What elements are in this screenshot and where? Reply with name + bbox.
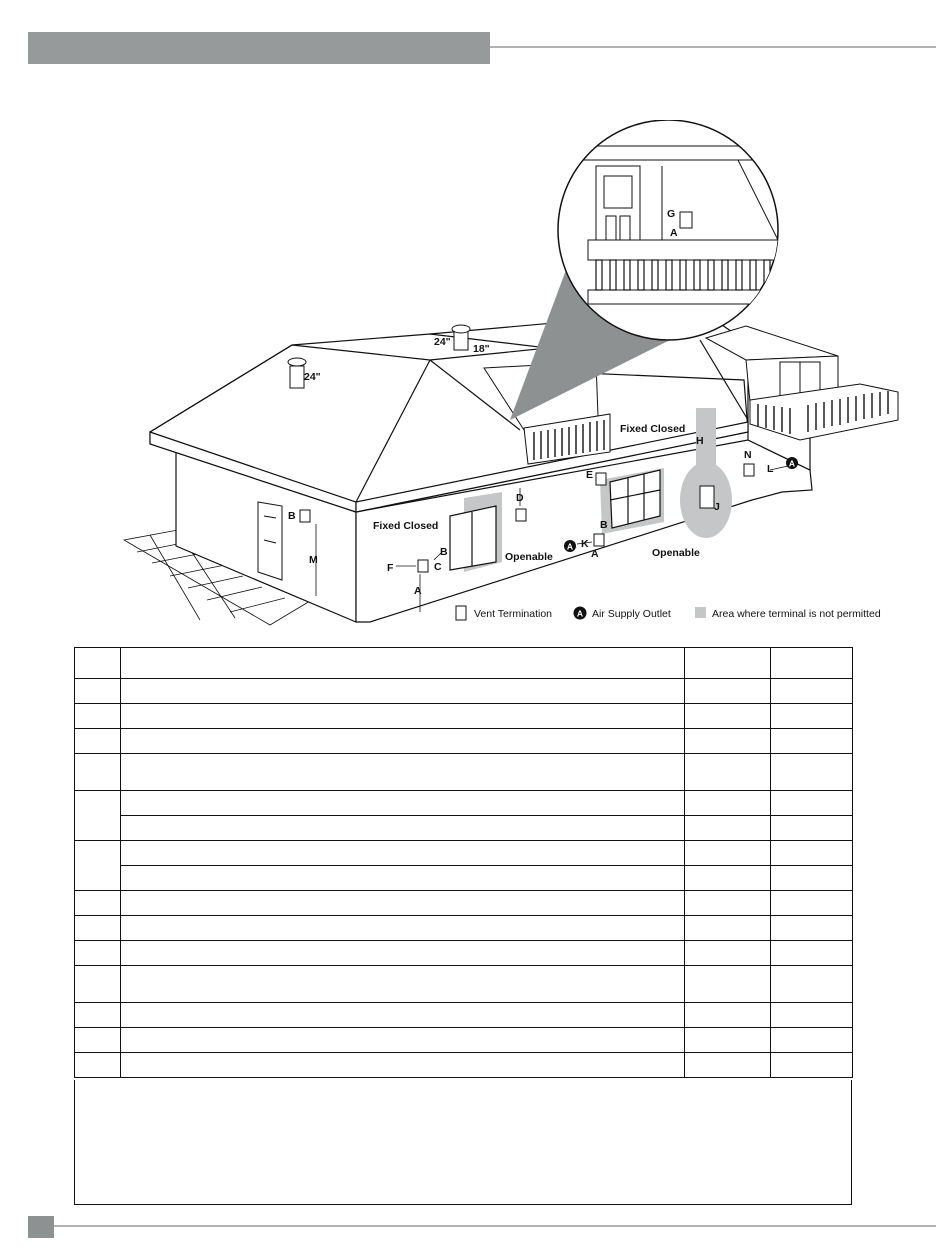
table-cell	[685, 791, 771, 816]
table-cell	[75, 754, 121, 791]
table-cell	[771, 648, 853, 679]
label-f: F	[387, 562, 394, 574]
section-header-bar	[28, 32, 490, 64]
table-cell	[75, 679, 121, 704]
legend-air-supply-outlet: Air Supply Outlet	[592, 608, 671, 620]
table-cell	[771, 1028, 853, 1053]
table-cell	[771, 841, 853, 866]
label-dim-24-left: 24"	[304, 371, 321, 383]
table-row	[75, 966, 853, 1003]
table-row	[75, 754, 853, 791]
label-n: N	[744, 449, 752, 461]
page-number-box	[28, 1216, 54, 1238]
table-cell	[121, 916, 685, 941]
label-openable-1: Openable	[505, 551, 553, 563]
table-cell	[121, 816, 685, 841]
table-cell	[685, 891, 771, 916]
table-cell	[75, 729, 121, 754]
label-b-2: B	[440, 546, 448, 558]
clearance-table	[74, 647, 853, 1078]
table-row	[75, 891, 853, 916]
table-row	[75, 679, 853, 704]
table-cell	[75, 1003, 121, 1028]
table-row	[75, 1053, 853, 1078]
table-cell	[771, 1053, 853, 1078]
table-cell	[75, 1028, 121, 1053]
table-row	[75, 866, 853, 891]
table-row	[75, 816, 853, 841]
table-cell	[685, 754, 771, 791]
table-cell	[121, 891, 685, 916]
table-row	[75, 729, 853, 754]
table-cell	[771, 916, 853, 941]
table-cell	[121, 754, 685, 791]
table-cell	[771, 754, 853, 791]
table-cell	[685, 704, 771, 729]
label-j: J	[714, 501, 720, 513]
label-h: H	[696, 435, 704, 447]
table-cell	[685, 966, 771, 1003]
table-cell	[75, 916, 121, 941]
table-cell	[121, 841, 685, 866]
table-cell	[771, 941, 853, 966]
label-a-1: A	[414, 585, 422, 597]
table-cell	[685, 916, 771, 941]
table-cell	[685, 866, 771, 891]
table-cell	[121, 1003, 685, 1028]
air-supply-marker-2	[786, 457, 798, 469]
svg-text:A: A	[566, 541, 574, 552]
label-d: D	[516, 492, 524, 504]
label-dim-24-center: 24"	[434, 336, 451, 348]
label-e: E	[586, 469, 594, 481]
table-cell	[771, 816, 853, 841]
table-cell	[771, 704, 853, 729]
not-permitted-swatch-icon	[695, 607, 706, 618]
air-supply-marker-1	[564, 540, 576, 552]
label-a-3: A	[670, 227, 678, 239]
table-cell	[75, 704, 121, 729]
table-cell	[75, 891, 121, 916]
table-cell	[121, 1053, 685, 1078]
table-cell	[121, 866, 685, 891]
table-cell	[121, 679, 685, 704]
table-row	[75, 704, 853, 729]
table-cell	[771, 791, 853, 816]
magnified-view-circle	[558, 120, 778, 340]
svg-text:A: A	[788, 458, 796, 469]
table-row	[75, 791, 853, 816]
label-a-2: A	[591, 548, 599, 560]
label-dim-18: 18"	[473, 343, 490, 355]
table-cell	[121, 941, 685, 966]
door-left	[258, 502, 282, 580]
roof-vent-center	[452, 325, 470, 350]
window-fixed-left	[450, 506, 496, 570]
table-cell	[121, 729, 685, 754]
table-row	[75, 648, 853, 679]
legend-not-permitted: Area where terminal is not permitted	[712, 608, 881, 620]
table-row	[75, 916, 853, 941]
table-cell	[75, 1053, 121, 1078]
table-cell	[75, 791, 121, 841]
label-fixed-closed-1: Fixed Closed	[373, 520, 439, 532]
table-cell	[685, 941, 771, 966]
label-l: L	[767, 463, 774, 475]
footer-rule	[54, 1225, 936, 1227]
table-cell	[771, 966, 853, 1003]
table-row	[75, 1028, 853, 1053]
meter-box	[700, 486, 714, 508]
table-cell	[685, 1053, 771, 1078]
svg-text:A: A	[576, 608, 584, 619]
table-notes	[74, 1080, 852, 1205]
table-cell	[75, 841, 121, 891]
legend-vent-termination: Vent Termination	[474, 608, 553, 620]
table-cell	[685, 679, 771, 704]
table-cell	[75, 966, 121, 1003]
table-cell	[685, 841, 771, 866]
table-row	[75, 841, 853, 866]
table-cell	[685, 816, 771, 841]
label-g: G	[667, 208, 676, 220]
label-b-1: B	[288, 510, 296, 522]
label-m: M	[309, 554, 318, 566]
table-cell	[771, 679, 853, 704]
table-cell	[685, 729, 771, 754]
vent-termination-icon	[456, 606, 466, 620]
table-row	[75, 1003, 853, 1028]
table-cell	[685, 648, 771, 679]
table-cell	[121, 966, 685, 1003]
table-cell	[771, 891, 853, 916]
table-cell	[75, 941, 121, 966]
label-fixed-closed-2: Fixed Closed	[620, 423, 686, 435]
table-cell	[121, 704, 685, 729]
label-openable-2: Openable	[652, 547, 700, 559]
table-cell	[121, 648, 685, 679]
label-c: C	[434, 561, 442, 573]
header-rule	[490, 46, 936, 48]
vent-clearance-illustration	[100, 120, 910, 630]
table-cell	[121, 1028, 685, 1053]
table-cell	[75, 648, 121, 679]
table-cell	[771, 866, 853, 891]
label-b-3: B	[600, 519, 608, 531]
table-cell	[685, 1028, 771, 1053]
table-cell	[685, 1003, 771, 1028]
table-cell	[121, 791, 685, 816]
table-cell	[771, 1003, 853, 1028]
table-cell	[771, 729, 853, 754]
label-k: K	[581, 538, 589, 550]
legend	[456, 606, 881, 620]
table-row	[75, 941, 853, 966]
